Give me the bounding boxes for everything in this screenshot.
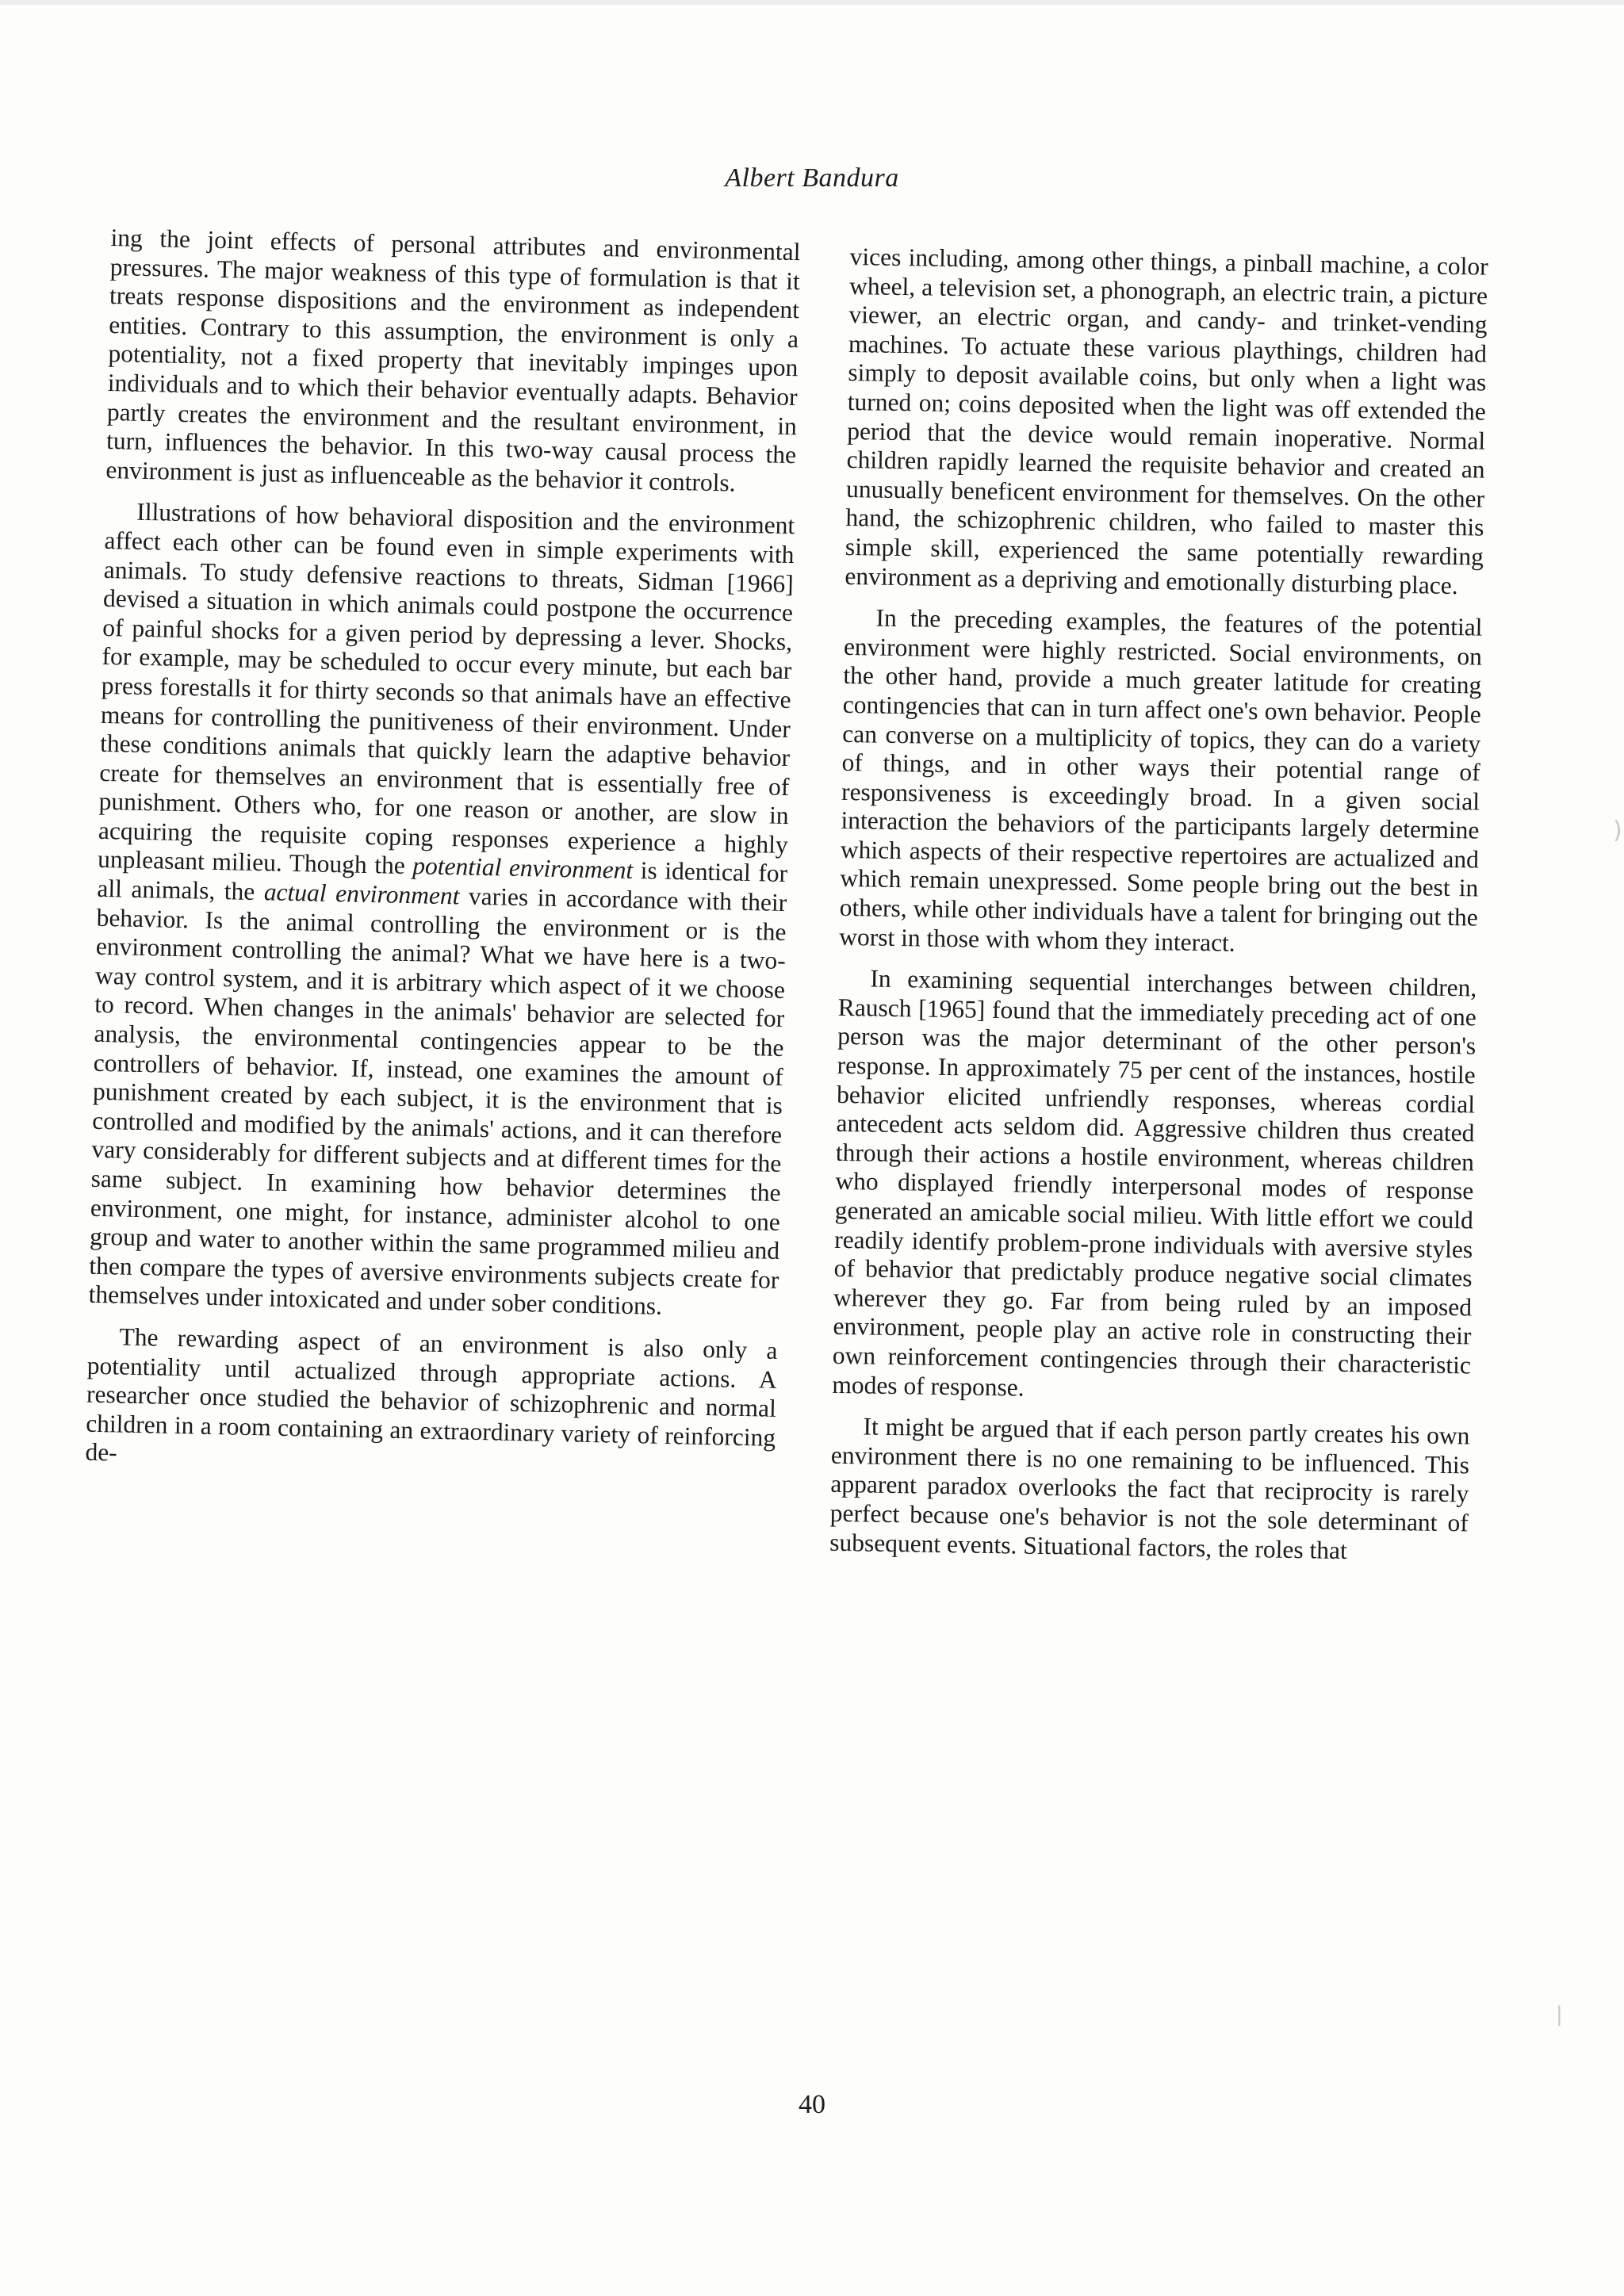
paragraph [88, 497, 795, 1324]
margin-tick-mark: | [1556, 2003, 1563, 2026]
running-head: Albert Bandura [725, 163, 899, 193]
margin-bracket-mark: ) [1613, 817, 1622, 844]
paragraph: ing the joint effects of personal attributes and environmental pressures. The major weakness of this type of formulation is that it treats response dispositions and the environment as independent entities. Contrary to this assumption, the environment is only a potentiality, not a fixed property that inevitably impinges upon individuals and to which their behavior eventually adapts. Behavior partly creates the environment and the resultant environment, in turn, influences the behavior. In this two-way causal process the environment is just as influenceable as the behavior it controls. [105, 224, 801, 497]
paragraph: In examining sequential interchanges between children, Rausch [1965] found that the immediately preceding act of one person was the major determinant of the other person's response. In approximately 75 per cent of the instances, hostile behavior elicited unfriendly responses, whereas cordial antecedent acts seldom did. Aggressive children thus created through their actions a hostile environment, whereas children who displayed friendly interpersonal modes of response generated an amicable social milieu. With little effort we could readily identify problem-prone individuals with aversive styles of behavior that predictably produce negative social climates wherever they go. Far from being ruled by an imposed environment, people play an active role in constructing their own reinforcement contingencies through their characteristic modes of response. [832, 964, 1477, 1402]
right-column [829, 243, 1488, 1567]
italic-term: potential environment [412, 851, 634, 885]
paragraph: vices including, among other things, a pinball machine, a color wheel, a television set, a phonograph, an electric train, a picture viewer, an electric organ, and candy- and trinket-vending machines. To actuate these various playthings, children had simply to deposit available coins, but only when a light was turned on; coins deposited when the light was off extended the period that the device would remain inoperative. Normal children rapidly learned the requisite behavior and created an unusually beneficent environment for themselves. On the other hand, the schizophrenic children, who failed to master this simple skill, experienced the same potentially rewarding environment as a depriving and emotionally disturbing place. [845, 243, 1488, 599]
left-column [85, 224, 801, 1482]
italic-term: actual environment [263, 878, 460, 910]
paragraph-text: varies in accordance with their behavior. Is the animal controlling the environment or is the environment controlling the animal? What we have here is a two-way control system, and it is arbitrary which aspect of it we choose to record. When changes in the animals' behavior are selected for analysis, the environmental contingencies appear to be the controllers of behavior. If, instead, one examines the amount of punishment created by each subject, it is the environment that is controlled and modified by the animals' actions, and it can therefore vary considerably for different subjects and at different times for the same subject. In examining how behavior determines the environment, one might, for instance, administer alcohol to one group and water to another within the same programmed milieu and then compare the types of aversive environments subjects create for themselves under intoxicated and under sober conditions. [88, 882, 787, 1321]
paragraph: In the preceding examples, the features of the potential environment were highly restricted. Social environments, on the other hand, provide a much greater latitude for creating contingencies that can in turn affect one's own behavior. People can converse on a multiplicity of topics, they can do a variety of things, and in other ways their potential range of responsiveness is exceedingly broad. In a given social interaction the behaviors of the participants largely determine which aspects of their respective repertoires are actualized and which remain unexpressed. Some people bring out the best in others, while other individuals have a talent for bringing out the worst in those with whom they interact. [838, 603, 1483, 957]
paragraph-text: is identical for all animals, the [97, 856, 788, 906]
paragraph: The rewarding aspect of an environment is also only a potentiality until actualized through appropriate actions. A researcher once studied the behavior of schizophrenic and normal children in a room containing an extraordinary variety of reinforcing de- [85, 1322, 778, 1467]
scan-edge [0, 0, 1624, 5]
page-number: 40 [799, 2090, 825, 2119]
paragraph: It might be argued that if each person partly creates his own environment there is no one remaining to be influenced. This apparent paradox overlooks the fact that reciprocity is rarely perfect because one's behavior is not the sole determinant of subsequent events. Situational factors, the roles that [829, 1412, 1470, 1564]
paragraph-text: Illustrations of how behavioral disposition and the environment affect each other can be found even in simple experiments with animals. To study defensive reactions to threats, Sidman [1966] devised a situation in which animals could postpone the occurrence of painful shocks for a given period by depressing a lever. Shocks, for example, may be scheduled to occur every minute, but each bar press forestalls it for thirty seconds so that animals have an effective means for controlling the punitiveness of their environment. Under these conditions animals that quickly learn the adaptive behavior create for themselves an environment that is essentially free of punishment. Others who, for one reason or another, are slow in acquiring the requisite coping responses experience a highly unpleasant milieu. Though the [97, 498, 795, 880]
